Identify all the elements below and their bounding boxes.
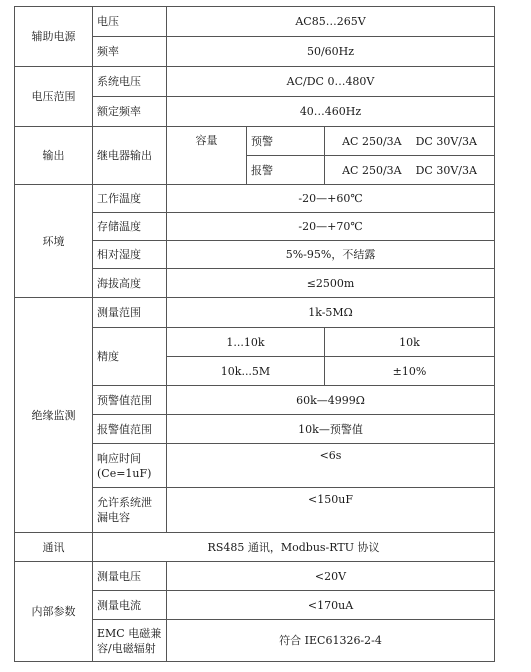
table-row (15, 127, 495, 156)
value-prealarm-dc: DC 30V/3A (415, 134, 477, 148)
label-rated-frequency: 额定频率 (93, 97, 167, 127)
value-prealarm-range: 60k—4999Ω (167, 386, 495, 415)
spec-table (14, 6, 495, 662)
value-response-time: <6s (167, 444, 495, 488)
accuracy-value-2: ±10% (325, 357, 495, 386)
accuracy-range-2: 10k...5M (167, 357, 325, 386)
value-voltage: AC85…265V (167, 7, 495, 37)
label-response-time-line1: 响应时间 (97, 451, 141, 465)
label-emc-line1: EMC 电磁兼 (97, 626, 162, 640)
label-storage-temp: 存储温度 (93, 213, 167, 241)
value-system-voltage: AC/DC 0…480V (167, 67, 495, 97)
label-humidity: 相对湿度 (93, 241, 167, 269)
accuracy-value-1: 10k (325, 328, 495, 357)
label-capacity: 容量 (167, 127, 247, 185)
label-response-time-line2: (Ce=1uF) (97, 466, 152, 480)
value-measure-voltage: <20V (167, 562, 495, 591)
label-leakage-line1: 允许系统泄 (97, 496, 152, 509)
accuracy-range-1: 1...10k (167, 328, 325, 357)
table-row (15, 298, 495, 328)
category-voltage-range: 电压范围 (15, 67, 93, 127)
value-alarm-range: 10k—预警值 (167, 415, 495, 444)
value-alarm-ac: AC 250/3A (342, 163, 402, 177)
value-communication: RS485 通讯，Modbus-RTU 协议 (93, 533, 495, 562)
label-emc-line2: 容/电磁辐射 (97, 641, 156, 655)
table-row (15, 562, 495, 591)
label-leakage-capacitance (93, 488, 167, 533)
label-measure-voltage: 测量电压 (93, 562, 167, 591)
value-frequency: 50/60Hz (167, 37, 495, 67)
table-row (15, 7, 495, 37)
label-alarm: 报警 (247, 156, 325, 185)
category-output: 输出 (15, 127, 93, 185)
category-internal: 内部参数 (15, 562, 93, 662)
category-communication: 通讯 (15, 533, 93, 562)
category-environment: 环境 (15, 185, 93, 298)
label-system-voltage: 系统电压 (93, 67, 167, 97)
label-relay-output: 继电器输出 (93, 127, 167, 185)
value-altitude: ≤2500m (167, 269, 495, 298)
value-prealarm-ac: AC 250/3A (342, 134, 402, 148)
label-alarm-range: 报警值范围 (93, 415, 167, 444)
label-measure-current: 测量电流 (93, 591, 167, 620)
label-voltage: 电压 (93, 7, 167, 37)
value-storage-temp: -20—+70℃ (167, 213, 495, 241)
label-prealarm: 预警 (247, 127, 325, 156)
label-measure-range: 测量范围 (93, 298, 167, 328)
label-altitude: 海拔高度 (93, 269, 167, 298)
value-alarm-dc: DC 30V/3A (415, 163, 477, 177)
label-response-time (93, 444, 167, 488)
label-accuracy: 精度 (93, 328, 167, 386)
label-operating-temp: 工作温度 (93, 185, 167, 213)
value-rated-frequency: 40…460Hz (167, 97, 495, 127)
label-frequency: 频率 (93, 37, 167, 67)
value-prealarm (325, 127, 495, 156)
table-row (15, 185, 495, 213)
value-leakage-capacitance: <150uF (167, 488, 495, 533)
category-insulation: 绝缘监测 (15, 298, 93, 533)
table-row (15, 67, 495, 97)
value-humidity: 5%-95%，不结露 (167, 241, 495, 269)
label-leakage-line2: 漏电容 (97, 511, 130, 524)
value-alarm (325, 156, 495, 185)
label-emc (93, 620, 167, 662)
category-aux-power: 辅助电源 (15, 7, 93, 67)
value-measure-range: 1k-5MΩ (167, 298, 495, 328)
table-row (15, 533, 495, 562)
label-prealarm-range: 预警值范围 (93, 386, 167, 415)
value-measure-current: <170uA (167, 591, 495, 620)
value-emc: 符合 IEC61326-2-4 (167, 620, 495, 662)
value-operating-temp: -20—+60℃ (167, 185, 495, 213)
